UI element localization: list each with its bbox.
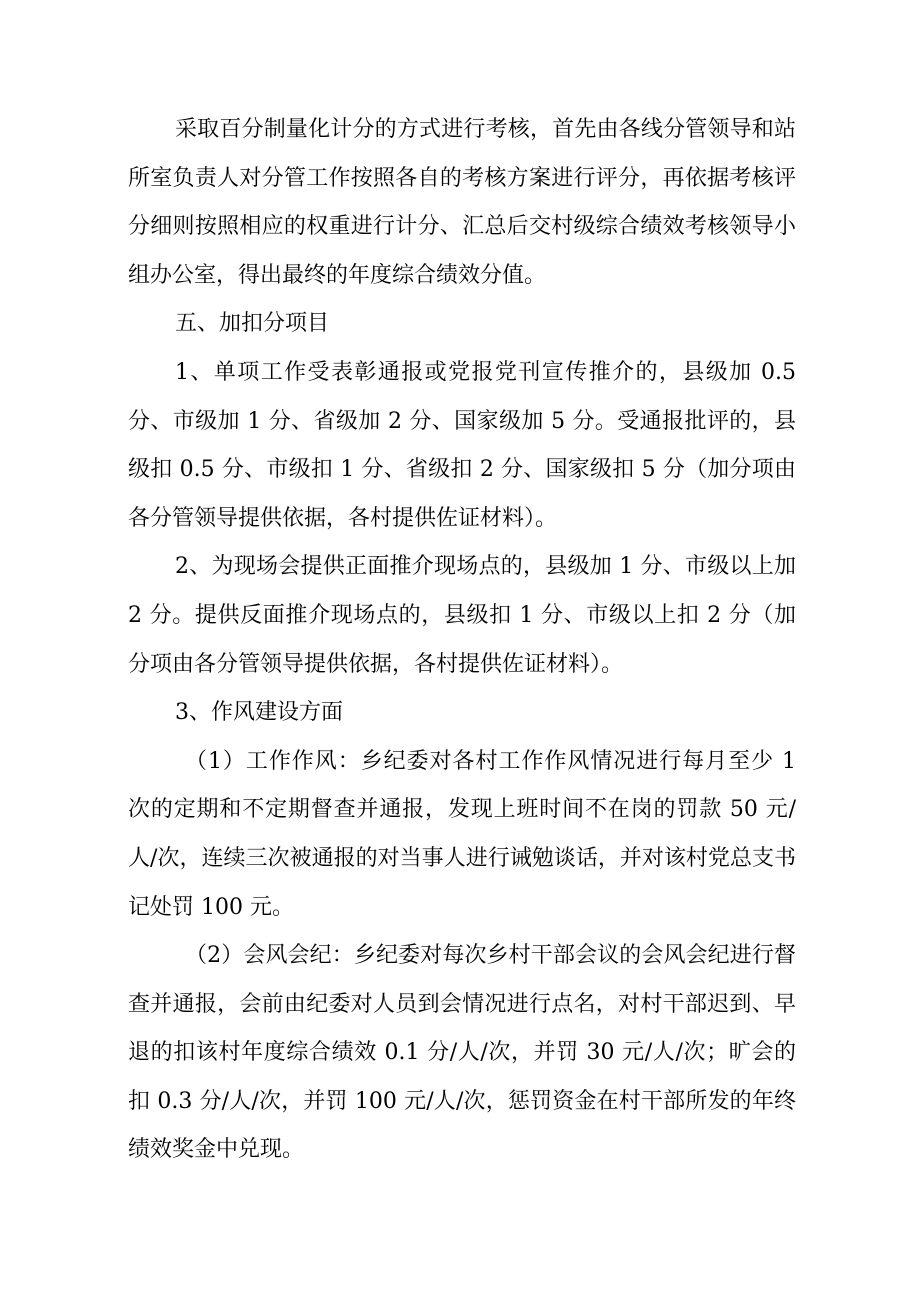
paragraph-item-2-site-meeting: 2、为现场会提供正面推介现场点的，县级加 1 分、市级以上加 2 分。提供反面推介现场点的，县级扣 1 分、市级以上扣 2 分（加分项由各分管领导提供依据，各村提供佐证材料）。 xyxy=(128,554,796,677)
paragraph-item-1-commendation: 1、单项工作受表彰通报或党报党刊宣传推介的，县级加 0.5 分、市级加 1 分、省级加 2 分、国家级加 5 分。受通报批评的，县级扣 0.5 分、市级扣 1 分、省级扣 2 分、国家级扣 5 分（加分项由各分管领导提供依据，各村提供佐证材料）。 xyxy=(128,359,796,531)
paragraph-item-3-work-style: 3、作风建设方面 xyxy=(175,700,343,726)
paragraph-sub-1-work-style: （1）工作作风：乡纪委对各村工作作风情况进行每月至少 1 次的定期和不定期督查并通报，发现上班时间不在岗的罚款 50 元/人/次，连续三次被通报的对当事人进行诫勉谈话，并对该村党总支书记处罚 100 元。 xyxy=(128,748,796,920)
paragraph-sub-2-meeting-discipline: （2）会风会纪：乡纪委对每次乡村干部会议的会风会纪进行督查并通报，会前由纪委对人员到会情况进行点名，对村干部迟到、早退的扣该村年度综合绩效 0.1 分/人/次，并罚 30 元/人/次；旷会的扣 0.3 分/人/次，并罚 100 元/人/次，惩罚资金在村干部所发的年终绩效奖金中兑现。 xyxy=(128,943,796,1163)
paragraph-assessment-method: 采取百分制量化计分的方式进行考核，首先由各线分管领导和站所室负责人对分管工作按照各自的考核方案进行评分，再依据考核评分细则按照相应的权重进行计分、汇总后交村级综合绩效考核领导小组办公室，得出最终的年度综合绩效分值。 xyxy=(128,117,796,288)
section-heading-bonus-deduction: 五、加扣分项目 xyxy=(175,311,330,337)
document-body xyxy=(128,106,796,1175)
